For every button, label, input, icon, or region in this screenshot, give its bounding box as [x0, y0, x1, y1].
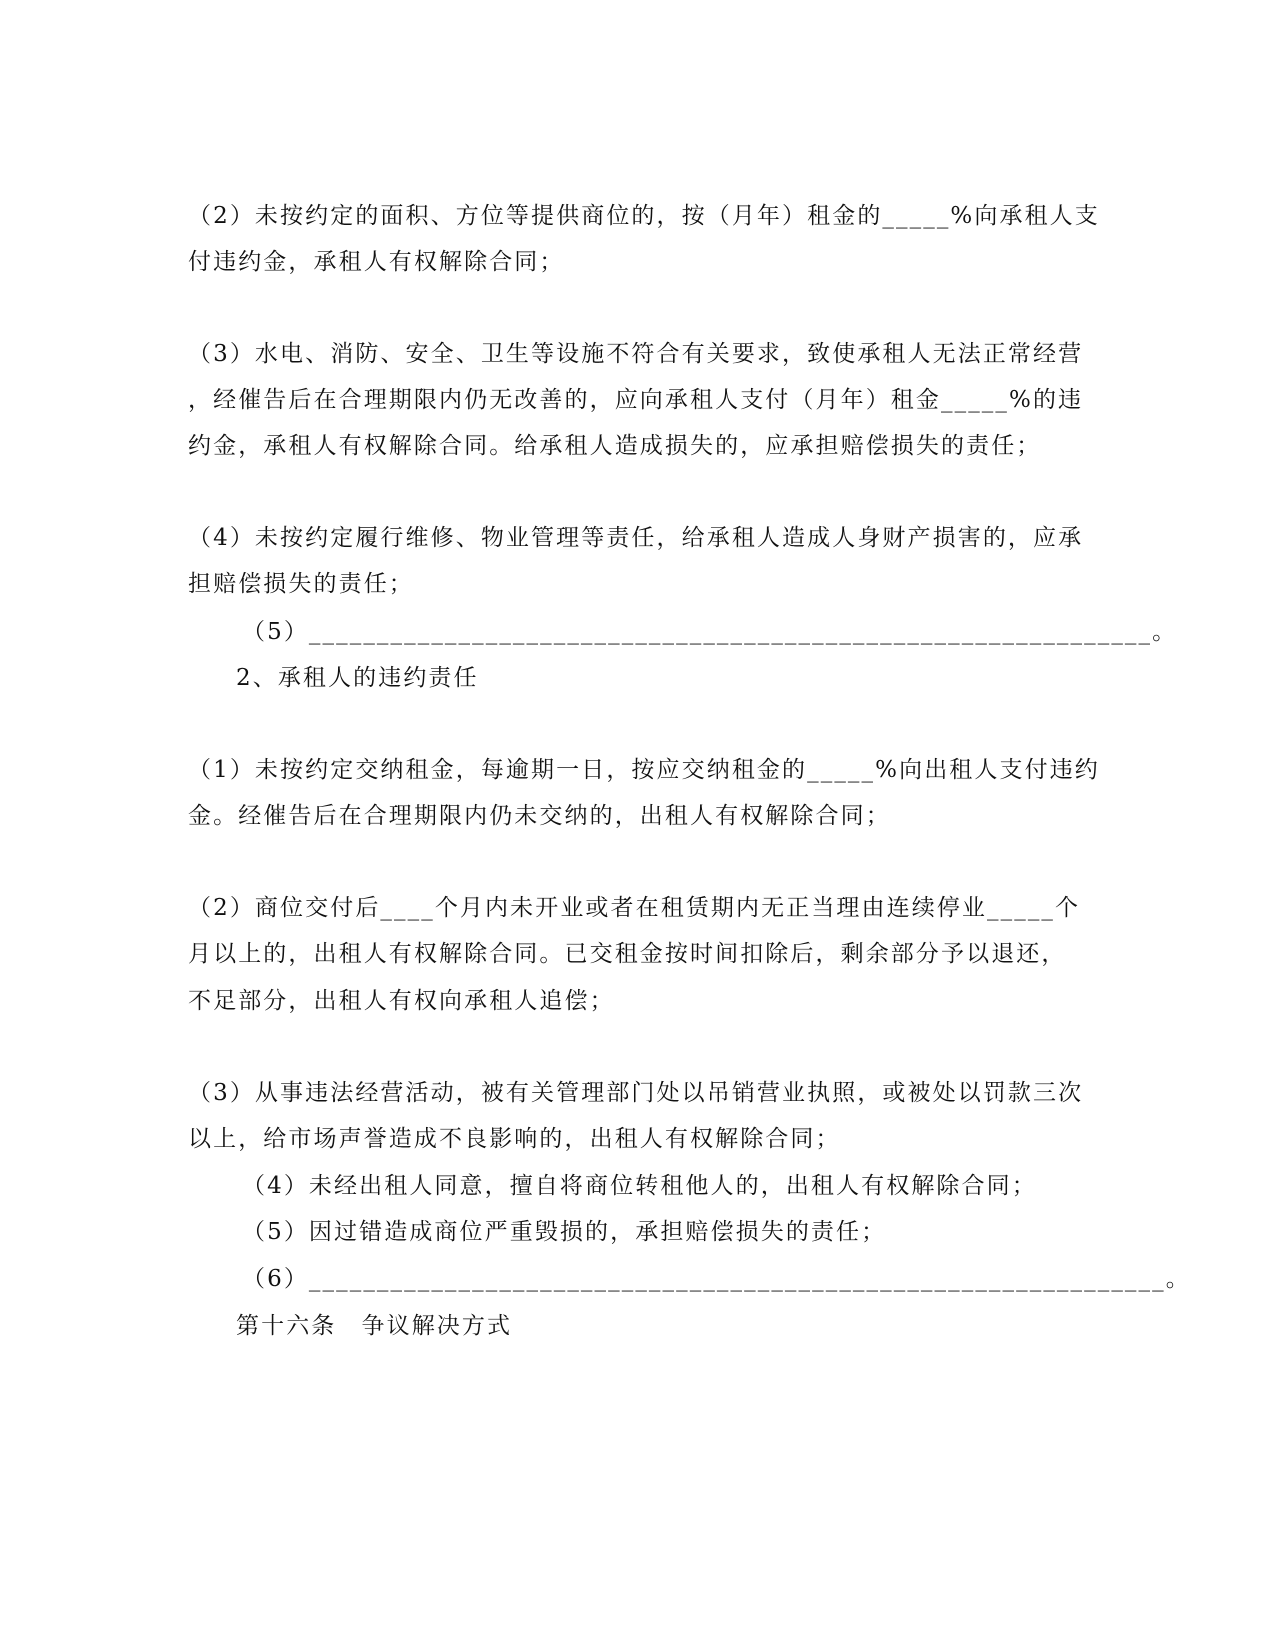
clause-2-2-line-3: 不足部分，出租人有权向承租人追偿；: [188, 988, 615, 1014]
article-16-heading: 第十六条 争议解决方式: [236, 1313, 513, 1339]
clause-2-2-line-2: 月以上的，出租人有权解除合同。已交租金按时间扣除后，剩余部分予以退还，: [188, 941, 1067, 967]
clause-2-4-line: （4）未经出租人同意，擅自将商位转租他人的，出租人有权解除合同；: [242, 1173, 1037, 1199]
section-heading-tenant-liability: 2、承租人的违约责任: [236, 665, 479, 691]
clause-2-1-line-1: （1）未按约定交纳租金，每逾期一日，按应交纳租金的_____%向出租人支付违约: [188, 757, 1100, 783]
clause-1-2-line-1: （2）未按约定的面积、方位等提供商位的，按（月年）租金的_____%向承租人支: [188, 203, 1100, 229]
clause-2-6-line: （6）_______________________________________________________________。: [242, 1266, 1191, 1292]
clause-1-5-line: （5）______________________________________________________________。: [242, 619, 1178, 645]
clause-1-3-line-2: ，经催告后在合理期限内仍无改善的，应向承租人支付（月年）租金_____%的违: [188, 387, 1084, 413]
clause-1-3-line-1: （3）水电、消防、安全、卫生等设施不符合有关要求，致使承租人无法正常经营: [188, 341, 1084, 367]
clause-2-1-line-2: 金。经催告后在合理期限内仍未交纳的，出租人有权解除合同；: [188, 803, 891, 829]
clause-2-3-line-2: 以上，给市场声誉造成不良影响的，出租人有权解除合同；: [188, 1126, 841, 1152]
clause-1-4-line-1: （4）未按约定履行维修、物业管理等责任，给承租人造成人身财产损害的，应承: [188, 525, 1084, 551]
clause-2-5-line: （5）因过错造成商位严重毁损的，承担赔偿损失的责任；: [242, 1219, 887, 1245]
clause-1-2-line-2: 付违约金，承租人有权解除合同；: [188, 249, 565, 275]
clause-2-2-line-1: （2）商位交付后____个月内未开业或者在租赁期内无正当理由连续停业_____个: [188, 895, 1081, 921]
clause-1-3-line-3: 约金，承租人有权解除合同。给承租人造成损失的，应承担赔偿损失的责任；: [188, 433, 1042, 459]
clause-1-4-line-2: 担赔偿损失的责任；: [188, 571, 414, 597]
clause-2-3-line-1: （3）从事违法经营活动，被有关管理部门处以吊销营业执照，或被处以罚款三次: [188, 1080, 1084, 1106]
